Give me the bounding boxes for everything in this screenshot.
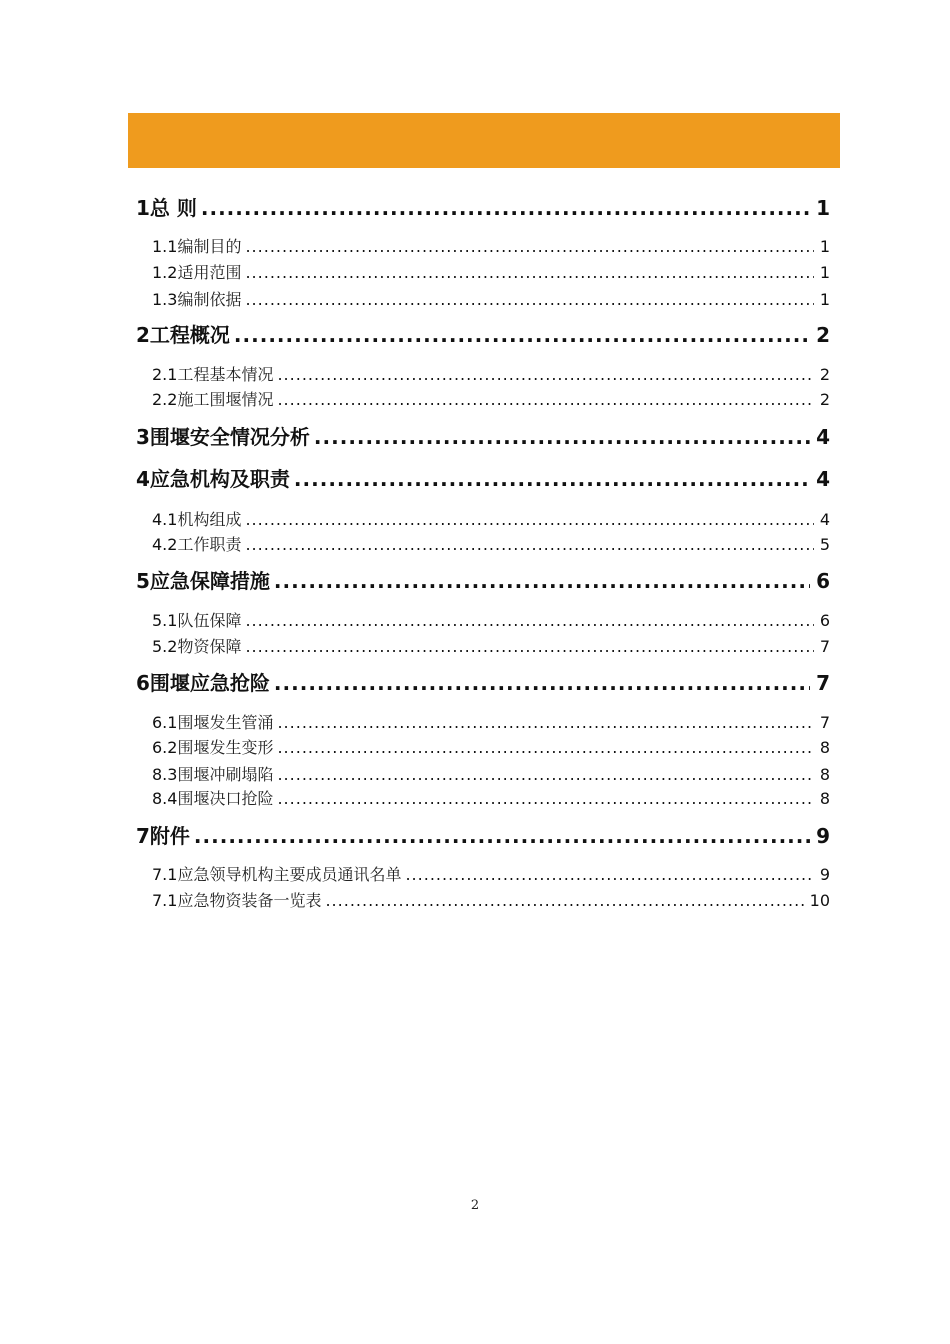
- toc-number: 1.2: [152, 263, 178, 282]
- toc-page: 4: [819, 510, 830, 529]
- toc-page: 9: [819, 865, 830, 884]
- toc-leader: [245, 510, 813, 529]
- toc-title: 编制依据: [177, 290, 242, 309]
- toc-entry[interactable]: [0, 565, 950, 594]
- toc-leader: [245, 637, 813, 656]
- toc-leader: [277, 390, 813, 409]
- toc-leader: [245, 535, 813, 554]
- toc-page: 7: [819, 637, 830, 656]
- toc-title: 应急保障措施: [149, 569, 270, 593]
- toc-leader: [277, 713, 813, 732]
- toc-title: 围堰决口抢险: [177, 789, 274, 808]
- toc-title: 围堰发生管涌: [177, 713, 274, 732]
- toc-title: 施工围堰情况: [177, 390, 274, 409]
- toc-title: 附件: [149, 824, 190, 848]
- toc-leader: [234, 323, 810, 347]
- toc-number: 2.2: [152, 390, 178, 409]
- toc-page: 10: [809, 891, 830, 910]
- toc-leader: [201, 196, 810, 220]
- toc-number: 4.1: [152, 510, 178, 529]
- toc-leader: [274, 569, 810, 593]
- toc-number: 2.1: [152, 365, 178, 384]
- toc-leader: [245, 290, 813, 309]
- toc-entry[interactable]: [0, 608, 950, 631]
- toc-number: 8.4: [152, 789, 178, 808]
- toc-page: 4: [816, 467, 830, 491]
- toc-entry[interactable]: [0, 634, 950, 657]
- toc-entry[interactable]: [0, 820, 950, 849]
- toc-page: 5: [819, 535, 830, 554]
- toc-leader: [277, 738, 813, 757]
- toc-number: 1.3: [152, 290, 178, 309]
- toc-number: 7.1: [152, 891, 178, 910]
- toc-title: 工程基本情况: [177, 365, 274, 384]
- toc-number: 8.3: [152, 765, 178, 784]
- toc-entry[interactable]: [0, 260, 950, 283]
- toc-page: 1: [819, 237, 830, 256]
- toc-entry[interactable]: [0, 532, 950, 555]
- toc-number: 5: [136, 569, 150, 593]
- toc-entry[interactable]: [0, 507, 950, 530]
- toc-title: 机构组成: [177, 510, 242, 529]
- toc-leader: [245, 237, 813, 256]
- toc-title: 总 则: [149, 196, 197, 220]
- toc-entry[interactable]: [0, 667, 950, 696]
- toc-number: 5.2: [152, 637, 178, 656]
- toc-title: 围堰应急抢险: [149, 671, 270, 695]
- toc-number: 7.1: [152, 865, 178, 884]
- toc-number: 6: [136, 671, 150, 695]
- toc-entry[interactable]: [0, 362, 950, 385]
- toc-entry[interactable]: [0, 234, 950, 257]
- toc-entry[interactable]: [0, 192, 950, 221]
- toc-entry[interactable]: [0, 287, 950, 310]
- toc-entry[interactable]: [0, 762, 950, 785]
- toc-page: 6: [816, 569, 830, 593]
- toc-entry[interactable]: [0, 387, 950, 410]
- toc-entry[interactable]: [0, 735, 950, 758]
- toc-number: 1.1: [152, 237, 178, 256]
- toc-entry[interactable]: [0, 421, 950, 450]
- toc-entry[interactable]: [0, 710, 950, 733]
- toc-number: 6.1: [152, 713, 178, 732]
- toc-number: 4.2: [152, 535, 178, 554]
- toc-title: 编制目的: [177, 237, 242, 256]
- toc-page: 8: [819, 765, 830, 784]
- toc-leader: [277, 365, 813, 384]
- toc-number: 5.1: [152, 611, 178, 630]
- toc-entry[interactable]: [0, 463, 950, 492]
- header-banner: [128, 113, 840, 168]
- toc-title: 围堰发生变形: [177, 738, 274, 757]
- toc-leader: [325, 891, 803, 910]
- toc-leader: [194, 824, 810, 848]
- toc-title: 工作职责: [177, 535, 242, 554]
- toc-page: 2: [816, 323, 830, 347]
- toc-entry[interactable]: [0, 786, 950, 809]
- toc-title: 围堰安全情况分析: [149, 425, 310, 449]
- toc-page: 1: [816, 196, 830, 220]
- toc-page: 1: [819, 263, 830, 282]
- toc-number: 4: [136, 467, 150, 491]
- toc-title: 应急机构及职责: [149, 467, 290, 491]
- toc-title: 应急领导机构主要成员通讯名单: [177, 865, 402, 884]
- toc-page: 6: [819, 611, 830, 630]
- toc-title: 物资保障: [177, 637, 242, 656]
- toc-leader: [245, 611, 813, 630]
- toc-title: 适用范围: [177, 263, 242, 282]
- toc-number: 7: [136, 824, 150, 848]
- toc-page: 9: [816, 824, 830, 848]
- toc-leader: [277, 789, 813, 808]
- toc-entry[interactable]: [0, 888, 950, 911]
- toc-leader: [274, 671, 810, 695]
- toc-leader: [245, 263, 813, 282]
- toc-number: 2: [136, 323, 150, 347]
- toc-title: 应急物资装备一览表: [177, 891, 322, 910]
- toc-number: 3: [136, 425, 150, 449]
- toc-page: 7: [819, 713, 830, 732]
- toc-page: 1: [819, 290, 830, 309]
- toc-page: 8: [819, 789, 830, 808]
- toc-page: 7: [816, 671, 830, 695]
- toc-page: 2: [819, 390, 830, 409]
- toc-entry[interactable]: [0, 319, 950, 348]
- toc-number: 6.2: [152, 738, 178, 757]
- toc-page: 8: [819, 738, 830, 757]
- toc-page: 2: [819, 365, 830, 384]
- toc-leader: [294, 467, 810, 491]
- toc-title: 队伍保障: [177, 611, 242, 630]
- toc-number: 1: [136, 196, 150, 220]
- toc-title: 围堰冲刷塌陷: [177, 765, 274, 784]
- toc-leader: [314, 425, 810, 449]
- page-number: 2: [470, 1198, 480, 1213]
- toc-page: 4: [816, 425, 830, 449]
- toc-leader: [277, 765, 813, 784]
- toc-entry[interactable]: [0, 862, 950, 885]
- toc-title: 工程概况: [149, 323, 230, 347]
- toc-leader: [405, 865, 813, 884]
